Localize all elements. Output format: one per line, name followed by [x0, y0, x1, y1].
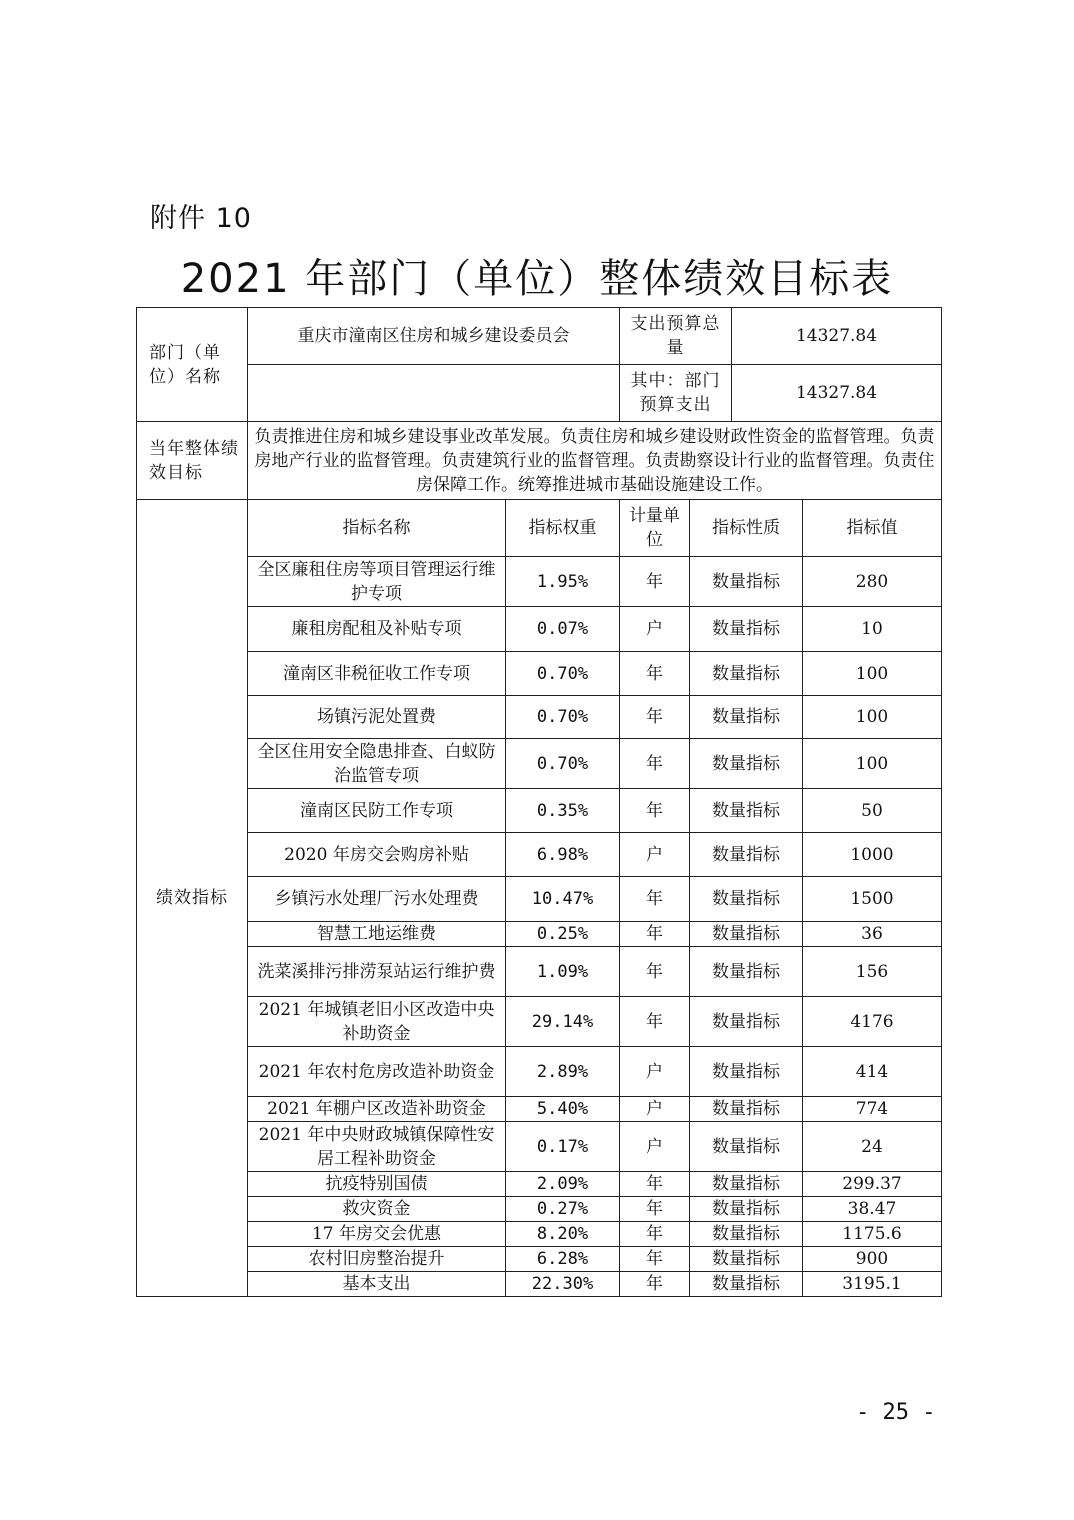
table-row: [137, 1122, 942, 1172]
indicator-weight: 0.17%: [506, 1122, 620, 1172]
indicator-unit: 年: [620, 1172, 690, 1197]
indicator-nature: 数量指标: [690, 877, 803, 922]
indicator-nature: 数量指标: [690, 1222, 803, 1247]
header-value: 指标值: [803, 500, 942, 557]
table-row: [137, 1097, 942, 1122]
indicator-unit: 年: [620, 652, 690, 696]
table-row: [137, 1047, 942, 1097]
table-row: [137, 789, 942, 833]
table-row: [137, 833, 942, 877]
indicator-value: 38.47: [803, 1197, 942, 1222]
table-row: [137, 922, 942, 947]
indicator-value: 900: [803, 1247, 942, 1272]
indicator-value: 4176: [803, 997, 942, 1047]
indicator-unit: 年: [620, 739, 690, 789]
indicator-unit: 年: [620, 1197, 690, 1222]
indicator-name: 乡镇污水处理厂污水处理费: [248, 877, 506, 922]
table-row: [137, 947, 942, 997]
indicator-name: 17 年房交会优惠: [248, 1222, 506, 1247]
page-number: - 25 -: [856, 1400, 936, 1425]
table-row: [137, 557, 942, 607]
indicator-value: 3195.1: [803, 1272, 942, 1297]
indicator-unit: 户: [620, 1097, 690, 1122]
indicator-unit: 年: [620, 947, 690, 997]
indicator-value: 280: [803, 557, 942, 607]
indicator-name: 2021 年农村危房改造补助资金: [248, 1047, 506, 1097]
indicator-name: 场镇污泥处置费: [248, 696, 506, 739]
indicator-weight: 6.28%: [506, 1247, 620, 1272]
indicator-unit: 年: [620, 1222, 690, 1247]
indicator-unit: 年: [620, 997, 690, 1047]
dept-budget-label: 其中：部门预算支出: [620, 365, 732, 422]
indicator-nature: 数量指标: [690, 789, 803, 833]
indicator-weight: 0.70%: [506, 652, 620, 696]
indicator-weight: 0.70%: [506, 739, 620, 789]
header-unit: 计量单位: [620, 500, 690, 557]
indicator-nature: 数量指标: [690, 607, 803, 652]
header-name: 指标名称: [248, 500, 506, 557]
indicator-weight: 2.09%: [506, 1172, 620, 1197]
indicator-nature: 数量指标: [690, 739, 803, 789]
indicator-weight: 5.40%: [506, 1097, 620, 1122]
indicator-nature: 数量指标: [690, 1197, 803, 1222]
indicator-name: 2020 年房交会购房补贴: [248, 833, 506, 877]
indicator-name: 潼南区非税征收工作专项: [248, 652, 506, 696]
table-row: [137, 696, 942, 739]
indicator-name: 基本支出: [248, 1272, 506, 1297]
indicator-weight: 0.07%: [506, 607, 620, 652]
indicator-value: 10: [803, 607, 942, 652]
header-weight: 指标权重: [506, 500, 620, 557]
indicator-nature: 数量指标: [690, 1272, 803, 1297]
table-row: [137, 1222, 942, 1247]
page-title: 2021 年部门（单位）整体绩效目标表: [180, 256, 894, 302]
indicator-name: 全区廉租住房等项目管理运行维护专项: [248, 557, 506, 607]
indicator-unit: 年: [620, 557, 690, 607]
indicator-nature: 数量指标: [690, 1047, 803, 1097]
indicator-nature: 数量指标: [690, 1122, 803, 1172]
indicator-nature: 数量指标: [690, 652, 803, 696]
indicator-name: 抗疫特别国债: [248, 1172, 506, 1197]
total-budget-value: 14327.84: [732, 308, 942, 365]
total-budget-label: 支出预算总量: [620, 308, 732, 365]
attachment-label: 附件 10: [150, 203, 252, 234]
indicator-nature: 数量指标: [690, 922, 803, 947]
indicator-unit: 户: [620, 607, 690, 652]
goals-text: 负责推进住房和城乡建设事业改革发展。负责住房和城乡建设财政性资金的监督管理。负责房地产行业的监督管理。负责建筑行业的监督管理。负责勘察设计行业的监督管理。负责住房保障工作。统筹推进城市基础设施建设工作。: [248, 422, 942, 500]
table-row: [137, 997, 942, 1047]
indicator-name: 2021 年城镇老旧小区改造中央补助资金: [248, 997, 506, 1047]
performance-target-table: [136, 307, 942, 1297]
indicator-value: 100: [803, 739, 942, 789]
indicator-name: 廉租房配租及补贴专项: [248, 607, 506, 652]
indicator-weight: 10.47%: [506, 877, 620, 922]
indicator-weight: 0.35%: [506, 789, 620, 833]
goals-label: 当年整体绩效目标: [137, 422, 248, 500]
indicator-weight: 22.30%: [506, 1272, 620, 1297]
indicator-value: 774: [803, 1097, 942, 1122]
indicator-value: 100: [803, 652, 942, 696]
indicator-name: 救灾资金: [248, 1197, 506, 1222]
indicator-value: 50: [803, 789, 942, 833]
indicator-unit: 年: [620, 1247, 690, 1272]
indicator-weight: 8.20%: [506, 1222, 620, 1247]
table-row: [137, 652, 942, 696]
indicator-value: 299.37: [803, 1172, 942, 1197]
indicator-weight: 0.25%: [506, 922, 620, 947]
indicator-name: 潼南区民防工作专项: [248, 789, 506, 833]
indicator-weight: 1.09%: [506, 947, 620, 997]
indicator-value: 36: [803, 922, 942, 947]
table-row: [137, 1247, 942, 1272]
indicator-weight: 6.98%: [506, 833, 620, 877]
indicator-unit: 户: [620, 833, 690, 877]
indicator-nature: 数量指标: [690, 997, 803, 1047]
indicator-value: 156: [803, 947, 942, 997]
indicator-unit: 户: [620, 1122, 690, 1172]
indicator-weight: 1.95%: [506, 557, 620, 607]
indicator-unit: 年: [620, 922, 690, 947]
indicator-nature: 数量指标: [690, 557, 803, 607]
indicator-nature: 数量指标: [690, 1097, 803, 1122]
table-row: [137, 1172, 942, 1197]
indicator-unit: 年: [620, 789, 690, 833]
indicator-weight: 0.70%: [506, 696, 620, 739]
indicator-nature: 数量指标: [690, 1247, 803, 1272]
table-row: [137, 739, 942, 789]
indicator-unit: 年: [620, 696, 690, 739]
indicator-nature: 数量指标: [690, 833, 803, 877]
indicator-weight: 29.14%: [506, 997, 620, 1047]
table-row: [137, 1272, 942, 1297]
dept-label: 部门（单位）名称: [137, 308, 248, 422]
table-row: [137, 1197, 942, 1222]
indicator-name: 2021 年中央财政城镇保障性安居工程补助资金: [248, 1122, 506, 1172]
indicator-unit: 户: [620, 1047, 690, 1097]
indicator-nature: 数量指标: [690, 696, 803, 739]
dept-budget-value: 14327.84: [732, 365, 942, 422]
indicator-name: 2021 年棚户区改造补助资金: [248, 1097, 506, 1122]
indicator-unit: 年: [620, 877, 690, 922]
indicator-value: 414: [803, 1047, 942, 1097]
indicator-nature: 数量指标: [690, 947, 803, 997]
indicators-section-label: 绩效指标: [137, 500, 248, 1297]
indicator-name: 洗菜溪排污排涝泵站运行维护费: [248, 947, 506, 997]
header-nature: 指标性质: [690, 500, 803, 557]
indicator-name: 农村旧房整治提升: [248, 1247, 506, 1272]
indicator-value: 1000: [803, 833, 942, 877]
indicator-weight: 2.89%: [506, 1047, 620, 1097]
dept-name: 重庆市潼南区住房和城乡建设委员会: [248, 308, 620, 365]
indicator-unit: 年: [620, 1272, 690, 1297]
table-row: [137, 877, 942, 922]
indicator-weight: 0.27%: [506, 1197, 620, 1222]
indicator-name: 智慧工地运维费: [248, 922, 506, 947]
indicator-value: 1175.6: [803, 1222, 942, 1247]
indicator-value: 100: [803, 696, 942, 739]
indicator-name: 全区住用安全隐患排查、白蚁防治监管专项: [248, 739, 506, 789]
indicator-value: 1500: [803, 877, 942, 922]
table-row: [137, 607, 942, 652]
indicator-nature: 数量指标: [690, 1172, 803, 1197]
indicator-value: 24: [803, 1122, 942, 1172]
